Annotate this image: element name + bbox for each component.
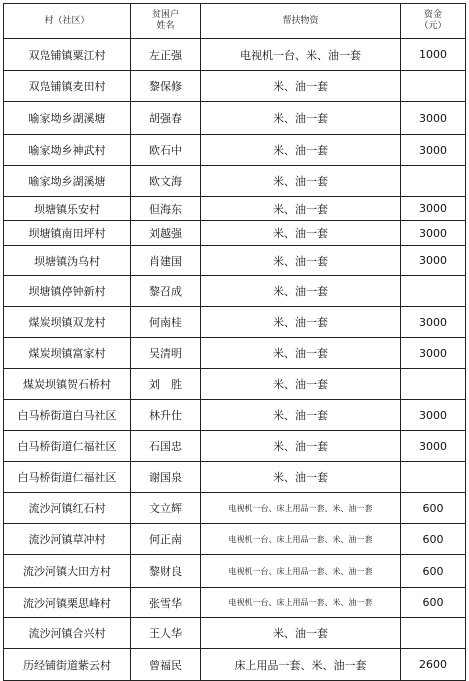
cell-village: 流沙河镇合兴村 [4,618,131,649]
cell-goods: 米、油一套 [201,307,401,338]
cell-name: 黎召成 [131,276,201,307]
cell-goods: 电视机一台、床上用品一套、米、油一套 [201,555,401,588]
table-body [4,39,466,681]
cell-money: 3000 [401,431,466,462]
cell-name: 文立辉 [131,493,201,524]
cell-goods: 米、油一套 [201,221,401,246]
table-row [4,649,466,681]
cell-goods: 米、油一套 [201,71,401,102]
cell-goods: 米、油一套 [201,135,401,166]
cell-money: 600 [401,493,466,524]
table-row [4,431,466,462]
cell-village: 流沙河镇大田方村 [4,555,131,588]
cell-village: 双凫铺镇麦田村 [4,71,131,102]
cell-village: 流沙河镇红石村 [4,493,131,524]
table-row [4,102,466,135]
table-row [4,221,466,246]
cell-name: 王人华 [131,618,201,649]
cell-money: 3000 [401,197,466,221]
header-name-line1: 贫困户 [151,10,179,20]
cell-goods: 电视机一台、床上用品一套、米、油一套 [201,493,401,524]
header-money [401,4,466,39]
cell-name: 石国忠 [131,431,201,462]
cell-name: 何正南 [131,524,201,555]
header-name [131,4,201,39]
cell-name: 何南桂 [131,307,201,338]
cell-name: 张雪华 [131,588,201,618]
table-row [4,307,466,338]
cell-goods: 电视机一台、床上用品一套、米、油一套 [201,588,401,618]
cell-village: 煤炭坝镇富家村 [4,338,131,369]
cell-name: 吴清明 [131,338,201,369]
cell-name: 谢国泉 [131,462,201,493]
table-row [4,369,466,400]
cell-goods: 米、油一套 [201,369,401,400]
cell-name: 欧文海 [131,166,201,197]
cell-village: 流沙河镇草冲村 [4,524,131,555]
cell-goods: 米、油一套 [201,276,401,307]
cell-name: 欧石中 [131,135,201,166]
cell-goods: 米、油一套 [201,246,401,276]
cell-name: 曾福民 [131,649,201,681]
cell-village: 坝塘镇南田坪村 [4,221,131,246]
table-row [4,197,466,221]
cell-name: 但海东 [131,197,201,221]
cell-money: 600 [401,555,466,588]
cell-money: 3000 [401,135,466,166]
cell-goods: 电视机一台、米、油一套 [201,39,401,71]
cell-name: 林升仕 [131,400,201,431]
cell-name: 肖建国 [131,246,201,276]
cell-village: 白马桥街道白马社区 [4,400,131,431]
cell-money [401,369,466,400]
cell-goods: 米、油一套 [201,400,401,431]
header-goods: 帮扶物资 [201,4,401,39]
cell-goods: 床上用品一套、米、油一套 [201,649,401,681]
aid-table [3,3,466,681]
table-row [4,135,466,166]
table-row [4,618,466,649]
cell-name: 胡强春 [131,102,201,135]
cell-village: 煤炭坝镇双龙村 [4,307,131,338]
cell-village: 喻家坳乡湖溪塘 [4,102,131,135]
cell-village: 双凫铺镇粟江村 [4,39,131,71]
cell-money: 3000 [401,307,466,338]
cell-money [401,71,466,102]
cell-name: 刘 胜 [131,369,201,400]
table-row [4,71,466,102]
cell-goods: 电视机一台、床上用品一套、米、油一套 [201,524,401,555]
cell-money: 600 [401,588,466,618]
cell-village: 历经铺街道紫云村 [4,649,131,681]
cell-money [401,276,466,307]
cell-goods: 米、油一套 [201,462,401,493]
header-row [4,4,466,39]
cell-goods: 米、油一套 [201,102,401,135]
table-row [4,524,466,555]
table-row [4,39,466,71]
cell-goods: 米、油一套 [201,431,401,462]
cell-name: 黎保修 [131,71,201,102]
cell-name: 左正强 [131,39,201,71]
table-row [4,588,466,618]
cell-goods: 米、油一套 [201,166,401,197]
cell-village: 白马桥街道仁福社区 [4,431,131,462]
header-village: 村（社区） [4,4,131,39]
header-name-line2: 姓名 [156,21,175,31]
cell-village: 煤炭坝镇贺石桥村 [4,369,131,400]
cell-money: 1000 [401,39,466,71]
cell-money: 3000 [401,246,466,276]
table-row [4,276,466,307]
cell-village: 坝塘镇停钟新村 [4,276,131,307]
cell-money [401,166,466,197]
table-row [4,166,466,197]
cell-name: 黎财良 [131,555,201,588]
cell-money: 3000 [401,102,466,135]
cell-money: 3000 [401,338,466,369]
cell-money: 3000 [401,400,466,431]
cell-village: 喻家坳乡湖溪塘 [4,166,131,197]
cell-village: 白马桥街道仁福社区 [4,462,131,493]
table-row [4,555,466,588]
cell-money: 3000 [401,221,466,246]
cell-village: 喻家坳乡神武村 [4,135,131,166]
cell-goods: 米、油一套 [201,197,401,221]
cell-goods: 米、油一套 [201,618,401,649]
table-row [4,400,466,431]
table-row [4,493,466,524]
cell-village: 坝塘镇乐安村 [4,197,131,221]
table-row [4,338,466,369]
cell-village: 流沙河镇栗思峰村 [4,588,131,618]
cell-money [401,462,466,493]
cell-goods: 米、油一套 [201,338,401,369]
cell-money: 600 [401,524,466,555]
cell-name: 刘越强 [131,221,201,246]
header-money-line1: 资金 [423,10,442,20]
cell-money [401,618,466,649]
cell-money: 2600 [401,649,466,681]
table-row [4,246,466,276]
table-row [4,462,466,493]
cell-village: 坝塘镇沩乌村 [4,246,131,276]
header-money-line2: （元） [419,21,447,31]
